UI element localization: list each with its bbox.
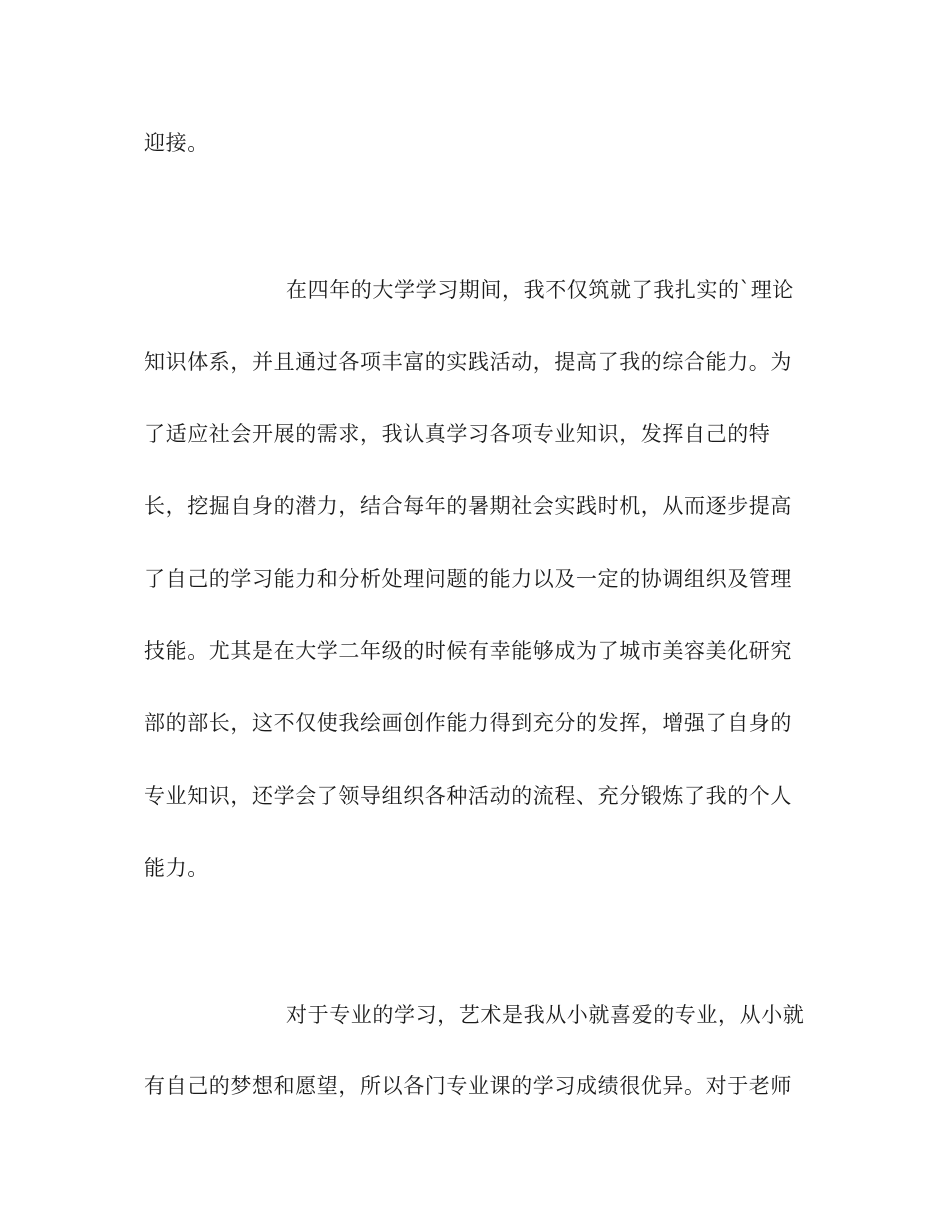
- paragraph-1-line-1: 迎接。: [144, 131, 209, 155]
- paragraph-2-line-5: 了自己的学习能力和分析处理问题的能力以及一定的协调组织及管理: [144, 567, 792, 591]
- paragraph-2-line-8: 专业知识，还学会了领导组织各种活动的流程、充分锻炼了我的个人: [144, 784, 792, 808]
- paragraph-3-line-1: 对于专业的学习，艺术是我从小就喜爱的专业，从小就: [286, 1003, 805, 1027]
- paragraph-2-line-2: 知识体系，并且通过各项丰富的实践活动，提高了我的综合能力。为: [144, 350, 792, 374]
- paragraph-2-line-7: 部的部长，这不仅使我绘画创作能力得到充分的发挥，增强了自身的: [144, 711, 792, 735]
- paragraph-2-line-3: 了适应社会开展的需求，我认真学习各项专业知识，发挥自己的特: [144, 422, 771, 446]
- paragraph-2-line-6: 技能。尤其是在大学二年级的时候有幸能够成为了城市美容美化研究: [144, 639, 792, 663]
- paragraph-2-line-9: 能力。: [144, 856, 209, 880]
- paragraph-2-line-1: 在四年的大学学习期间，我不仅筑就了我扎实的`理论: [286, 278, 794, 302]
- paragraph-2-line-4: 长，挖掘自身的潜力，结合每年的暑期社会实践时机，从而逐步提高: [144, 494, 792, 518]
- paragraph-3-line-2: 有自己的梦想和愿望，所以各门专业课的学习成绩很优异。对于老师: [144, 1074, 792, 1098]
